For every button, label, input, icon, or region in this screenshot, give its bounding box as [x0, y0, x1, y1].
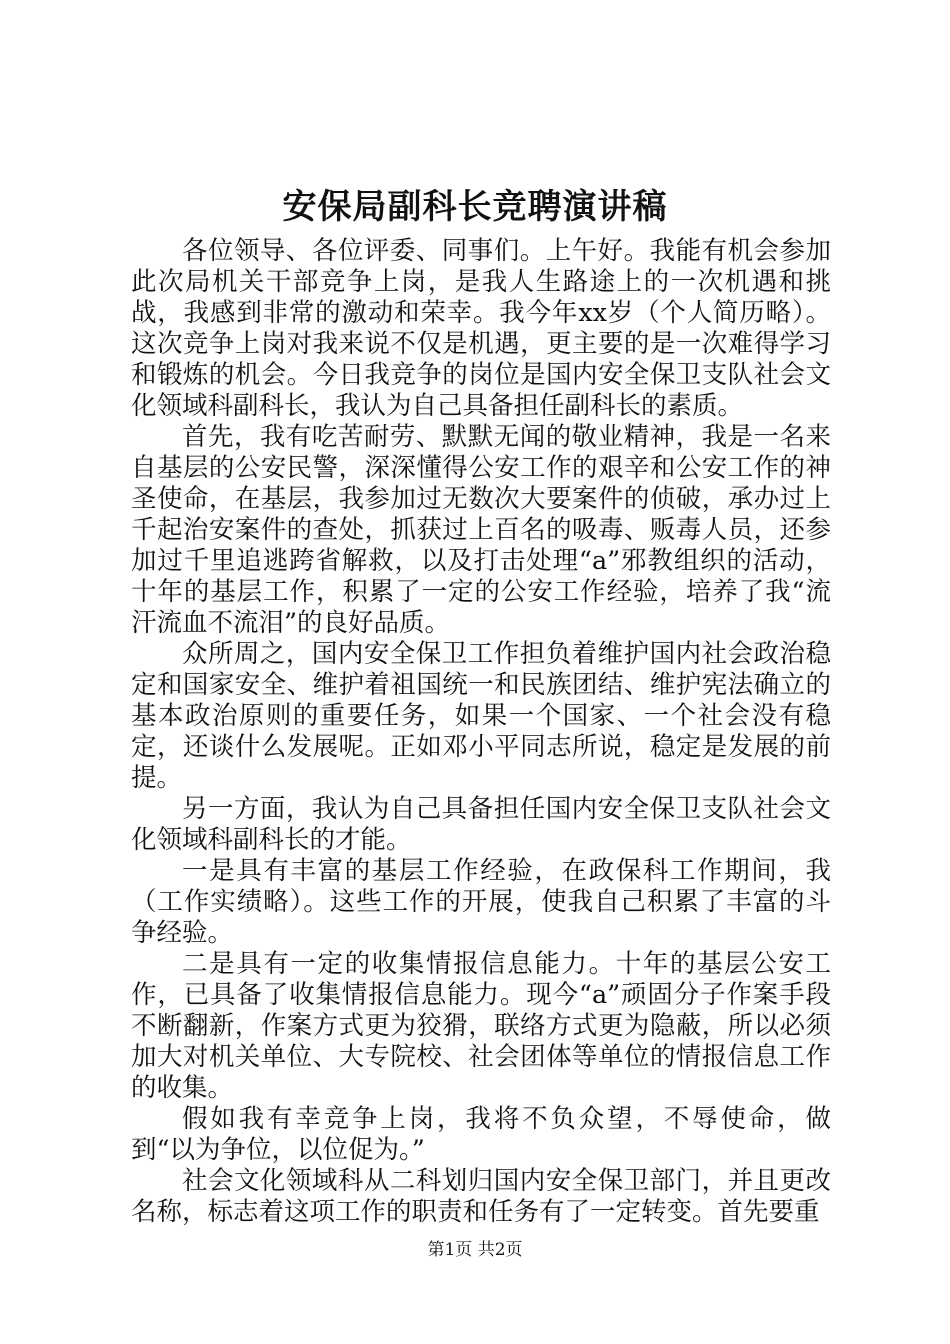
paragraph-6: 二是具有一定的收集情报信息能力。十年的基层公安工作，已具备了收集情报信息能力。现今“a”顽固分子作案手段不断翻新，作案方式更为狡猾，联络方式更为隐蔽，所以必须加大对机关单位、大专院校、社会团体等单位的情报信息工作的收集。: [131, 949, 831, 1103]
page-footer: 第1页 共2页: [427, 1240, 523, 1260]
paragraph-8: 社会文化领域科从二科划归国内安全保卫部门，并且更改名称，标志着这项工作的职责和任务有了一定转变。首先要重: [131, 1166, 831, 1227]
paragraph-2: 首先，我有吃苦耐劳、默默无闻的敬业精神，我是一名来自基层的公安民警，深深懂得公安工作的艰辛和公安工作的神圣使命，在基层，我参加过无数次大要案件的侦破，承办过上千起治安案件的查处，抓获过上百名的吸毒、贩毒人员，还参加过千里追逃跨省解救，以及打击处理“a”邪教组织的活动，十年的基层工作，积累了一定的公安工作经验，培养了我“流汗流血不流泪”的良好品质。: [131, 422, 831, 638]
paragraph-7: 假如我有幸竞争上岗，我将不负众望，不辱使命，做到“以为争位，以位促为。”: [131, 1104, 831, 1165]
document-title: 安保局副科长竞聘演讲稿: [282, 187, 668, 227]
paragraph-3: 众所周之，国内安全保卫工作担负着维护国内社会政治稳定和国家安全、维护着祖国统一和民族团结、维护宪法确立的基本政治原则的重要任务，如果一个国家、一个社会没有稳定，还谈什么发展呢。正如邓小平同志所说，稳定是发展的前提。: [131, 639, 831, 793]
paragraph-4: 另一方面，我认为自己具备担任国内安全保卫支队社会文化领域科副科长的才能。: [131, 794, 831, 855]
paragraph-5: 一是具有丰富的基层工作经验，在政保科工作期间，我（工作实绩略）。这些工作的开展，使我自己积累了丰富的斗争经验。: [131, 856, 831, 948]
document-body: [131, 236, 831, 1228]
paragraph-1: 各位领导、各位评委、同事们。上午好。我能有机会参加此次局机关干部竞争上岗，是我人生路途上的一次机遇和挑战，我感到非常的激动和荣幸。我今年xx岁（个人简历略）。这次竞争上岗对我来说不仅是机遇，更主要的是一次难得学习和锻炼的机会。今日我竞争的岗位是国内安全保卫支队社会文化领域科副科长，我认为自己具备担任副科长的素质。: [131, 236, 831, 421]
